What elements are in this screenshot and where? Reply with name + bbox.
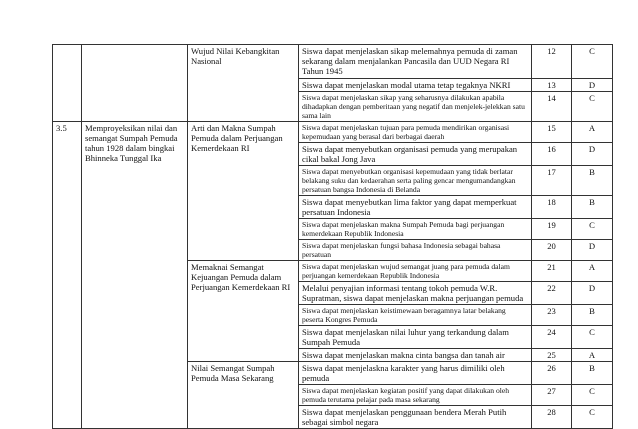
kd-number-cell: 3.5 (53, 122, 82, 429)
indicator-cell: Siswa dapat menjelaskan makna cinta bangsa dan tanah air (299, 349, 532, 362)
question-number-cell: 17 (532, 166, 572, 196)
indicator-cell: Siswa dapat menyebutkan organisasi kepemudaan yang tidak berlatar belakang suku dan kedaerahan serta paling gencar mengumandangkan persatuan bangsa Indonesia di Belanda (299, 166, 532, 196)
question-number-cell: 27 (532, 385, 572, 406)
table-row (53, 45, 613, 79)
question-number-cell: 26 (532, 362, 572, 385)
indicator-cell: Siswa dapat menjelaskan penggunaan bendera Merah Putih sebagai simbol negara (299, 406, 532, 429)
indicator-cell: Siswa dapat menjelaskan sikap yang seharusnya dilakukan apabila dihadapkan dengan pemberitaan yang negatif dan menjelek-jelekkan satu sama lain (299, 92, 532, 122)
question-number-cell: 14 (532, 92, 572, 122)
answer-key-cell: A (572, 349, 613, 362)
question-number-cell: 13 (532, 79, 572, 92)
indicator-cell: Siswa dapat menjelaskan fungsi bahasa Indonesia sebagai bahasa persatuan (299, 240, 532, 261)
indicator-cell: Siswa dapat menjelaskan sikap melemahnya pemuda di zaman sekarang dalam menjalankan Pancasila dan UUD Negara RI Tahun 1945 (299, 45, 532, 79)
indicator-cell: Siswa dapat menjelaskan modal utama tetap tegaknya NKRI (299, 79, 532, 92)
kd-number-cell-empty (53, 45, 82, 122)
indicator-cell: Siswa dapat menyebutkan organisasi pemuda yang merupakan cikal bakal Jong Java (299, 143, 532, 166)
kisi-kisi-table (52, 44, 613, 429)
indicator-cell: Siswa dapat menjelaskan wujud semangat juang para pemuda dalam perjuangan kemerdekaan Republik Indonesia (299, 261, 532, 282)
table-row (53, 122, 613, 143)
answer-key-cell: C (572, 326, 613, 349)
indicator-cell: Siswa dapat menjelaskan tujuan para pemuda mendirikan organisasi kepemudaan yang berasal dari berbagai daerah (299, 122, 532, 143)
kd-text-cell: Memproyeksikan nilai dan semangat Sumpah Pemuda tahun 1928 dalam bingkai Bhinneka Tunggal Ika (82, 122, 188, 429)
answer-key-cell: A (572, 261, 613, 282)
answer-key-cell: C (572, 45, 613, 79)
kd-text-cell-empty (82, 45, 188, 122)
answer-key-cell: C (572, 219, 613, 240)
indicator-cell: Siswa dapat menjelaskan keistimewaan beragamnya latar belakang peserta Kongres Pemuda (299, 305, 532, 326)
answer-key-cell: B (572, 362, 613, 385)
question-number-cell: 28 (532, 406, 572, 429)
answer-key-cell: D (572, 143, 613, 166)
question-number-cell: 24 (532, 326, 572, 349)
indicator-cell: Siswa dapat menjelaskan nilai luhur yang terkandung dalam Sumpah Pemuda (299, 326, 532, 349)
answer-key-cell: B (572, 305, 613, 326)
indicator-cell: Melalui penyajian informasi tentang tokoh pemuda W.R. Supratman, siswa dapat menjelaskan makna perjuangan pemuda (299, 282, 532, 305)
answer-key-cell: B (572, 196, 613, 219)
question-number-cell: 25 (532, 349, 572, 362)
question-number-cell: 12 (532, 45, 572, 79)
answer-key-cell: D (572, 282, 613, 305)
materi-cell: Arti dan Makna Sumpah Pemuda dalam Perjuangan Kemerdekaan RI (188, 122, 299, 261)
question-number-cell: 22 (532, 282, 572, 305)
question-number-cell: 20 (532, 240, 572, 261)
question-number-cell: 15 (532, 122, 572, 143)
materi-cell: Wujud Nilai Kebangkitan Nasional (188, 45, 299, 122)
materi-cell: Nilai Semangat Sumpah Pemuda Masa Sekarang (188, 362, 299, 429)
answer-key-cell: A (572, 122, 613, 143)
question-number-cell: 18 (532, 196, 572, 219)
question-number-cell: 19 (532, 219, 572, 240)
indicator-cell: Siswa dapat menjelaskna karakter yang harus dimiliki oleh pemuda (299, 362, 532, 385)
indicator-cell: Siswa dapat menjelaskan kegiatan positif yang dapat dilakukan oleh pemuda terutama pelajar pada masa sekarang (299, 385, 532, 406)
answer-key-cell: C (572, 406, 613, 429)
indicator-cell: Siswa dapat menyebutkan lima faktor yang dapat memperkuat persatuan Indonesia (299, 196, 532, 219)
question-number-cell: 16 (532, 143, 572, 166)
question-number-cell: 21 (532, 261, 572, 282)
answer-key-cell: B (572, 166, 613, 196)
answer-key-cell: D (572, 79, 613, 92)
answer-key-cell: D (572, 240, 613, 261)
question-number-cell: 23 (532, 305, 572, 326)
indicator-cell: Siswa dapat menjelaskan makna Sumpah Pemuda bagi perjuangan kemerdekaan Republik Indonesia (299, 219, 532, 240)
answer-key-cell: C (572, 92, 613, 122)
answer-key-cell: C (572, 385, 613, 406)
materi-cell: Memaknai Semangat Kejuangan Pemuda dalam Perjuangan Kemerdekaan RI (188, 261, 299, 362)
